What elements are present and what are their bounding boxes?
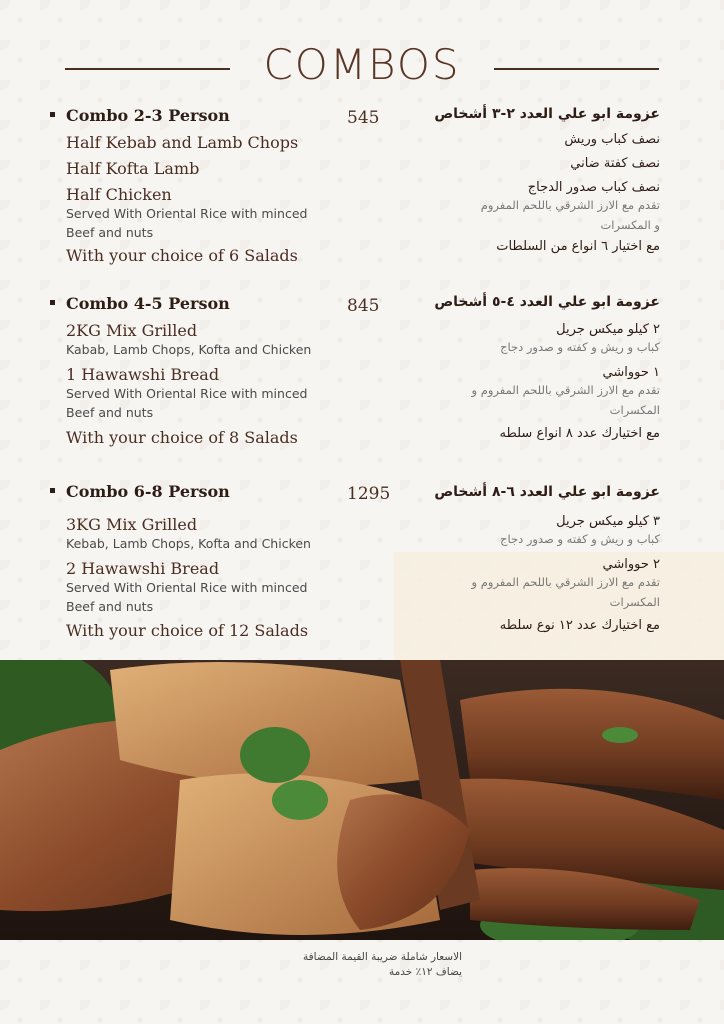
combo-3-item: 2 Hawawshi Bread [66, 559, 220, 578]
combo-1-name: Combo 2-3 Person [66, 106, 230, 125]
combo-2-heading [50, 294, 370, 313]
combo-1-item: Half Chicken [66, 185, 172, 204]
combo-2-arabic [360, 294, 660, 441]
combo-2-served-ar: تقدم مع الارز الشرقي باللحم المفروم و [471, 383, 660, 397]
page-header [0, 38, 724, 98]
footer-service-note: يضاف ١٢٪ خدمة [389, 966, 462, 978]
combo-2-item-detail: Kabab, Lamb Chops, Kofta and Chicken [66, 342, 312, 357]
combo-3-salads-ar: مع اختيارك عدد ١٢ نوع سلطه [499, 618, 660, 633]
combo-2-served: Beef and nuts [66, 405, 154, 420]
combo-1-salads-ar: مع اختيار ٦ انواع من السلطات [496, 239, 660, 254]
combo-3-served: Served With Oriental Rice with minced [66, 580, 308, 595]
combo-1-arabic [360, 106, 660, 254]
combo-2-served-ar: المكسرات [609, 403, 660, 417]
combo-1-served-ar: تقدم مع الارز الشرقي باللحم المفروم [480, 198, 660, 212]
footer-note [240, 950, 462, 980]
combo-2-english [50, 294, 370, 447]
bullet-icon [50, 300, 55, 305]
combo-3-english [50, 482, 370, 640]
combo-1-served: Served With Oriental Rice with minced [66, 206, 308, 221]
combo-3-item-ar: ٣ كيلو ميكس جريل [556, 514, 660, 529]
combo-2-price: 845 [347, 296, 380, 316]
footer-vat-note: الاسعار شاملة ضريبة القيمة المضافة [303, 951, 462, 963]
combo-2-item-ar: ٢ كيلو ميكس جريل [556, 322, 660, 337]
combo-2-item: 2KG Mix Grilled [66, 321, 198, 340]
combo-1-heading [50, 106, 370, 125]
combo-3-name: Combo 6-8 Person [66, 482, 230, 501]
combo-3-heading-ar: عزومة ابو علي العدد ٦-٨ أشخاص [434, 484, 660, 500]
combo-2-item-detail-ar: كباب و ريش و كفته و صدور دجاج [500, 340, 660, 354]
bullet-icon [50, 488, 55, 493]
combo-3-price: 1295 [347, 484, 391, 504]
combo-2-item: 1 Hawawshi Bread [66, 365, 220, 384]
combo-1-english [50, 106, 370, 265]
combo-1-price: 545 [347, 108, 380, 128]
bullet-icon [50, 112, 55, 117]
combo-1-item-ar: نصف كفتة ضاني [570, 156, 660, 171]
combo-3-item: 3KG Mix Grilled [66, 515, 198, 534]
page-title: COMBOS [263, 40, 461, 89]
combo-3-item-detail-ar: كباب و ريش و كفته و صدور دجاج [500, 532, 660, 546]
combo-1-item-ar: نصف كباب وريش [564, 132, 660, 147]
combo-1-served-ar: و المكسرات [600, 218, 660, 232]
combo-1-item: Half Kebab and Lamb Chops [66, 133, 299, 152]
combo-2-salads: With your choice of 8 Salads [66, 428, 298, 447]
combo-3-served: Beef and nuts [66, 599, 154, 614]
combo-2-served: Served With Oriental Rice with minced [66, 386, 308, 401]
combo-3-salads: With your choice of 12 Salads [66, 621, 309, 640]
combo-3-arabic [360, 484, 660, 633]
combo-2-item-ar: ١ حوواشي [602, 365, 660, 380]
header-rule-right [494, 68, 659, 70]
combo-3-served-ar: المكسرات [609, 595, 660, 609]
grilled-meat-illustration [0, 660, 724, 940]
combo-2-salads-ar: مع اختيارك عدد ٨ انواع سلطه [499, 426, 660, 441]
combo-2-heading-ar: عزومة ابو علي العدد ٤-٥ أشخاص [434, 294, 660, 310]
combo-3-heading [50, 482, 370, 501]
combo-1-item: Half Kofta Lamb [66, 159, 200, 178]
combo-3-served-ar: تقدم مع الارز الشرقي باللحم المفروم و [471, 575, 660, 589]
combo-1-salads: With your choice of 6 Salads [66, 246, 298, 265]
food-photo [0, 660, 724, 940]
combo-3-item-ar: ٢ حوواشي [602, 557, 660, 572]
combo-2-name: Combo 4-5 Person [66, 294, 230, 313]
combo-1-served: Beef and nuts [66, 225, 154, 240]
combo-1-item-ar: نصف كباب صدور الدجاج [527, 180, 660, 195]
combo-1-heading-ar: عزومة ابو علي العدد ٢-٣ أشخاص [434, 106, 660, 122]
combo-3-item-detail: Kebab, Lamb Chops, Kofta and Chicken [66, 536, 311, 551]
